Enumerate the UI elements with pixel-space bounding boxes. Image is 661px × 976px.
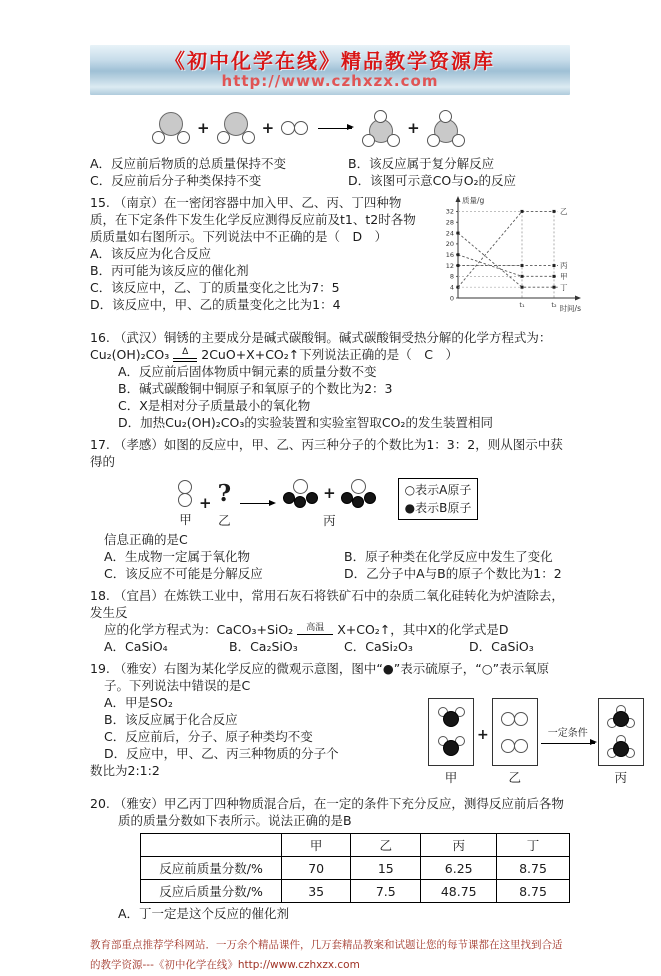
- plus-sign: +: [407, 118, 420, 137]
- option-a: A．生成物一定属于氧化物: [104, 549, 251, 565]
- white-atom: [452, 134, 465, 147]
- option-d: D．乙分子中A与B的原子个数比为1：2: [344, 566, 562, 582]
- bing-molecule-icon: [341, 479, 376, 509]
- question-17-stem: 17. （孝感）如图的反应中，甲、乙、丙三种分子的个数比为1：3：2，则从图示中获得的: [90, 437, 563, 469]
- option-c: C．反应前后分子种类保持不变: [90, 173, 262, 188]
- cell: 35: [282, 880, 351, 903]
- equation-post: X+CO₂↑，其中X的化学式是D: [337, 622, 509, 638]
- delta-symbol: Δ: [182, 346, 189, 357]
- so3-molecule-icon: [607, 735, 635, 759]
- svg-text:28: 28: [445, 218, 454, 227]
- arrow-shaft-icon: [541, 743, 595, 744]
- reactant-molecule-icon: [152, 112, 190, 145]
- plus-sign: +: [477, 726, 489, 743]
- black-atom: [306, 492, 318, 504]
- cell: 15: [351, 857, 421, 880]
- option-b: B．碱式碳酸铜中铜原子和氧原子的个数比为2：3: [118, 381, 393, 396]
- q14-reaction-diagram: [152, 105, 570, 151]
- question-17-stem2: 信息正确的是C: [104, 532, 188, 548]
- product-molecule-icon: [362, 110, 400, 147]
- plus-sign: +: [261, 118, 275, 137]
- cell: 48.75: [421, 880, 497, 903]
- svg-text:8: 8: [449, 272, 454, 281]
- mass-fraction-table: [140, 833, 570, 903]
- white-atom: [217, 131, 230, 144]
- plus-sign: +: [197, 118, 210, 137]
- heat-condition: [173, 348, 197, 362]
- svg-text:16: 16: [445, 251, 454, 260]
- white-atom: [501, 712, 515, 726]
- option-d: D．该反应中，甲、乙的质量变化之比为1：4: [90, 297, 341, 312]
- white-atom: [514, 739, 528, 753]
- q18-equation: [90, 621, 570, 638]
- o2-molecule-icon: [501, 739, 528, 753]
- cell: 8.75: [497, 857, 570, 880]
- white-atom: [387, 134, 400, 147]
- question-19-stem: 19. （雅安）右图为某化学反应的微观示意图，图中“●”表示硫原子，“○”表示氧原子。下列说法中错误的是C: [90, 661, 550, 694]
- table-row: [141, 880, 570, 903]
- white-atom: [281, 121, 295, 135]
- option-c: C．该反应中，乙、丁的质量变化之比为7：5: [90, 280, 340, 295]
- svg-text:质量/g: 质量/g: [462, 196, 485, 205]
- header-blank: [141, 834, 282, 857]
- yi-label: 乙: [218, 513, 231, 529]
- bing-label: 丙: [323, 512, 336, 528]
- question-18-stem: 18. （宜昌）在炼铁工业中，常用石灰石将铁矿石中的杂质二氧化硅转化为炉渣除去，发生反: [90, 588, 564, 621]
- equation-right: 2CuO+X+CO₂↑: [201, 347, 300, 362]
- q16-equation: [90, 346, 570, 363]
- option-b: B．该反应属于复分解反应: [348, 156, 495, 171]
- svg-text:t₁: t₁: [519, 301, 525, 309]
- site-banner: [90, 45, 570, 95]
- svg-text:4: 4: [449, 283, 454, 292]
- white-atom: [293, 479, 308, 494]
- option-c: C．X是相对分子质量最小的氧化物: [118, 398, 311, 413]
- cell: 8.75: [497, 880, 570, 903]
- black-atom: [294, 496, 306, 508]
- cell: 6.25: [421, 857, 497, 880]
- q19-reaction-diagram: [428, 698, 661, 786]
- svg-text:0: 0: [449, 294, 454, 303]
- row-label: 反应后质量分数/%: [141, 880, 282, 903]
- equals-line: [173, 358, 197, 362]
- condition-label: 一定条件: [547, 727, 588, 739]
- table-row: [141, 857, 570, 880]
- svg-text:20: 20: [445, 240, 454, 249]
- equation-pre: 应的化学方程式为：CaCO₃+SiO₂: [104, 622, 294, 638]
- plus-sign: +: [323, 484, 336, 503]
- option-d: D．反应中，甲、乙、丙三种物质的分子个: [104, 746, 339, 762]
- bing-label: 丙: [614, 770, 627, 786]
- question-18: [90, 587, 570, 655]
- white-atom: [374, 110, 387, 123]
- cell: 70: [282, 857, 351, 880]
- white-atom: [362, 134, 375, 147]
- option-d-continuation: 数比为2:1:2: [90, 763, 160, 779]
- white-atom: [514, 712, 528, 726]
- svg-text:32: 32: [445, 207, 454, 216]
- question-14-options: [90, 155, 570, 189]
- cell: 7.5: [351, 880, 421, 903]
- white-atom: [351, 479, 366, 494]
- legend-b-atom: ●表示B原子: [404, 501, 472, 515]
- white-atom: [294, 121, 308, 135]
- option-d: D．该图可示意CO与O₂的反应: [348, 173, 517, 188]
- option-b: B．该反应属于化合反应: [104, 712, 238, 728]
- header-ding: 丁: [497, 834, 570, 857]
- high-temp-condition: [297, 624, 333, 635]
- svg-text:t₂: t₂: [551, 301, 557, 309]
- exam-page: [90, 45, 627, 976]
- equation-left: Cu₂(OH)₂CO₃: [90, 347, 170, 362]
- banner-url: http://www.czhxzx.com: [221, 72, 439, 91]
- condition-line: [297, 634, 333, 635]
- option-d: D．加热Cu₂(OH)₂CO₃的实验装置和实验室智取CO₂的发生装置相同: [118, 415, 493, 430]
- black-atom: [613, 711, 629, 727]
- diatomic-molecule-icon: [281, 121, 308, 135]
- header-jia: 甲: [282, 834, 351, 857]
- white-atom: [177, 131, 190, 144]
- header-bing: 丙: [421, 834, 497, 857]
- banner-title: 《初中化学在线》精品教学资源库: [165, 49, 495, 73]
- white-atom: [178, 493, 192, 507]
- svg-text:乙: 乙: [560, 207, 568, 217]
- white-atom: [242, 131, 255, 144]
- option-a: A．甲是SO₂: [104, 695, 173, 711]
- white-atom: [178, 480, 192, 494]
- mass-time-chart: [430, 192, 584, 318]
- black-atom: [443, 740, 459, 756]
- option-c: C．反应前后，分子、原子种类均不变: [104, 729, 313, 745]
- svg-text:时间/s: 时间/s: [559, 304, 581, 313]
- question-20: [90, 795, 570, 922]
- reaction-arrow-icon: [318, 128, 352, 129]
- table-header-row: [141, 834, 570, 857]
- condition-label: 高温: [306, 623, 325, 634]
- question-16-stem: 16. （武汉）铜锈的主要成分是碱式碳酸铜。碱式碳酸铜受热分解的化学方程式为：: [90, 330, 552, 345]
- white-atom: [152, 131, 165, 144]
- black-atom: [364, 492, 376, 504]
- atom-legend: [398, 478, 479, 520]
- jia-molecule-icon: [178, 480, 193, 508]
- option-b: B．丙可能为该反应的催化剂: [90, 263, 249, 278]
- svg-text:甲: 甲: [560, 271, 568, 281]
- question-18-options: [90, 638, 570, 655]
- option-a: A．反应前后固体物质中铜元素的质量分数不变: [118, 364, 377, 379]
- unknown-molecule-mark: ?: [217, 480, 232, 507]
- white-atom: [501, 739, 515, 753]
- svg-text:丙: 丙: [560, 261, 568, 271]
- black-atom: [341, 492, 353, 504]
- question-17: [90, 436, 570, 582]
- question-15: [90, 194, 581, 324]
- svg-text:12: 12: [445, 261, 454, 270]
- option-d: D．CaSiO₃: [469, 639, 534, 655]
- row-label: 反应前质量分数/%: [141, 857, 282, 880]
- o2-molecule-icon: [501, 712, 528, 726]
- reaction-arrow-icon: [240, 503, 274, 504]
- white-atom: [427, 134, 440, 147]
- question-19: [90, 660, 627, 790]
- option-b: B．原子种类在化学反应中发生了变化: [344, 549, 553, 565]
- header-yi: 乙: [351, 834, 421, 857]
- jia-box: [428, 698, 474, 766]
- legend-a-atom: ○表示A原子: [404, 483, 472, 497]
- option-b: B．Ca₂SiO₃: [229, 639, 298, 655]
- jia-label: 甲: [179, 511, 192, 527]
- option-c: C．CaSi₂O₃: [344, 639, 413, 655]
- black-atom: [352, 496, 364, 508]
- option-a: A．该反应为化合反应: [90, 246, 212, 261]
- question-16: [90, 329, 570, 431]
- option-a: A．CaSiO₄: [104, 639, 168, 655]
- yi-label: 乙: [508, 770, 521, 786]
- option-c: C．该反应不可能是分解反应: [104, 566, 263, 582]
- question-15-stem: 15. （南京）在一密闭容器中加入甲、乙、丙、丁四种物质，在下定条件下发生化学反应测得反应前及t1、t2时各物质质量如右图所示。下列说法中不正确的是（ D ）: [90, 195, 416, 244]
- svg-text:24: 24: [445, 229, 454, 238]
- condition-arrow: [541, 727, 595, 744]
- white-atom: [439, 110, 452, 123]
- plus-sign: +: [199, 494, 212, 513]
- option-a: A．反应前后物质的总质量保持不变: [90, 156, 287, 171]
- so3-molecule-icon: [607, 705, 635, 729]
- black-atom: [613, 741, 629, 757]
- reactant-molecule-icon: [217, 112, 255, 145]
- black-atom: [443, 711, 459, 727]
- q17-reaction-diagram: [178, 478, 570, 529]
- svg-text:丁: 丁: [560, 282, 568, 292]
- question-20-stem: 20. （雅安）甲乙丙丁四种物质混合后，在一定的条件下充分反应，测得反应前后各物质的质量分数如下表所示。说法正确的是B: [90, 796, 564, 829]
- footer-text: 教育部重点推荐学科网站．一万余个精品课件，几万套精品教案和试题让您的每节课都在这里找到合适的教学资源---《初中化学在线》http://www.czhxzx.com: [90, 939, 563, 972]
- bing-molecule-icon: [283, 479, 318, 509]
- so2-molecule-icon: [438, 736, 465, 757]
- yi-box: [492, 698, 538, 766]
- jia-label: 甲: [444, 770, 458, 786]
- option-a: A．丁一定是这个反应的催化剂: [118, 906, 290, 922]
- so2-molecule-icon: [438, 707, 465, 728]
- product-molecule-icon: [427, 110, 465, 147]
- q15-chart: [430, 192, 584, 322]
- bing-box: [598, 698, 644, 766]
- equation-tail: 下列说法正确的是（ C ）: [299, 347, 458, 362]
